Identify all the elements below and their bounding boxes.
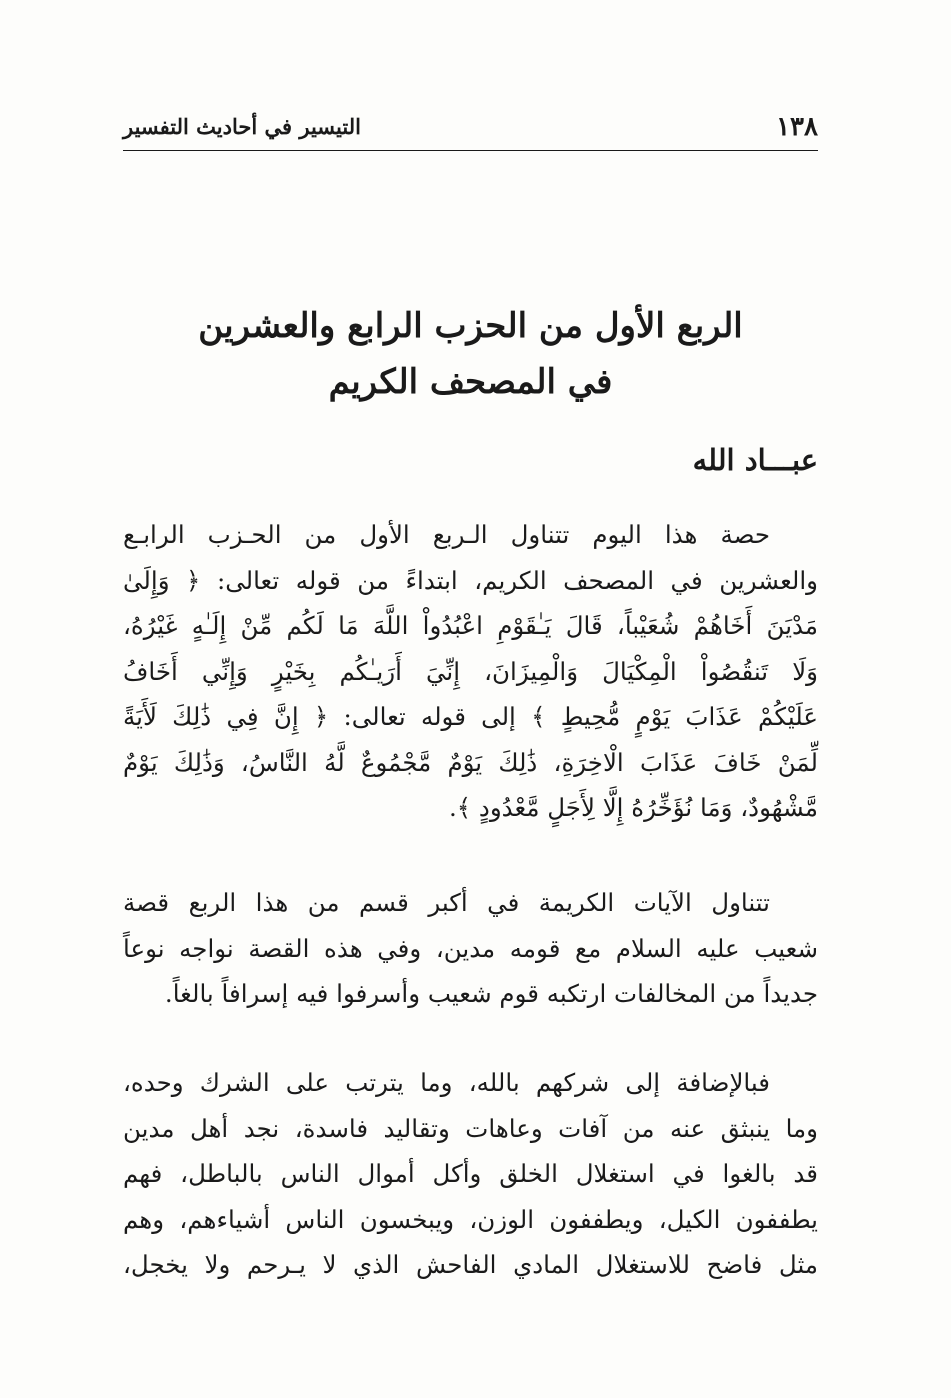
paragraph-line: يطففون الكيل، ويطففون الوزن، ويبخسون الناس أشياءهم، وهم	[123, 1204, 818, 1234]
paragraph-line: قد بالغوا في استغلال الخلق وأكل أموال الناس بالباطل، فهم	[123, 1159, 818, 1188]
paragraph-line: فبالإضافة إلى شركهم بالله، وما يترتب على الشرك وحده،	[123, 1068, 770, 1097]
paragraph-line: شعيب عليه السلام مع قومه مدين، وفي هذه القصة نواجه نوعاً	[123, 933, 818, 963]
running-header	[123, 112, 818, 150]
section-heading: عبـــاد الله	[692, 443, 818, 477]
paragraph-2	[123, 880, 818, 1017]
paragraph-line: تتناول الآيات الكريمة في أكبر قسم من هذا الربع قصة	[123, 888, 770, 917]
paragraph-line: وَلَا تَنقُصُواْ الْمِكْيَالَ وَالْمِيزَانَ، إِنِّيَ أَرَيـٰكُم بِخَيْرٍ وَإِنِّي أَخَافُ	[123, 656, 818, 686]
header-divider	[123, 150, 818, 151]
paragraph-line: حصة هذا اليوم تتناول الـربع الأول من الحـزب الرابـع	[123, 520, 770, 549]
chapter-title	[123, 298, 818, 410]
paragraph-line: مثل فاضح للاستغلال المادي الفاحش الذي لا يـرحم ولا يخجل،	[123, 1250, 818, 1279]
paragraph-3	[123, 1060, 818, 1288]
paragraph-line: وما ينبثق عنه من آفات وعاهات وتقاليد فاسدة، نجد أهل مدين	[123, 1113, 818, 1143]
paragraph-line: جديداً من المخالفات ارتكبه قوم شعيب وأسرفوا فيه إسرافاً بالغاً.	[164, 979, 818, 1008]
paragraph-line: مَّشْهُودٌ، وَمَا نُؤَخِّرُهُ إِلَّا لِأَجَلٍ مَّعْدُودٍ ﴾.	[448, 793, 818, 822]
paragraph-line: والعشرين في المصحف الكريم، ابتداءً من قوله تعالى: ﴿ وَإِلَىٰ	[123, 565, 818, 595]
page-number: ١٣٨	[776, 112, 818, 142]
running-header-title: التيسير في أحاديث التفسير	[123, 114, 361, 139]
paragraph-line: مَدْيَنَ أَخَاهُمْ شُعَيْباً، قَالَ يَـٰقَوْمِ اعْبُدُواْ اللَّهَ مَا لَكُم مِّنْ إِلَـٰهٍ غَيْرُهُ،	[123, 611, 818, 640]
chapter-title-line-2: في المصحف الكريم	[328, 362, 613, 402]
chapter-title-line-1: الربع الأول من الحزب الرابع والعشرين	[198, 306, 743, 346]
paragraph-line: عَلَيْكُمْ عَذَابَ يَوْمٍ مُّحِيطٍ ﴾ إلى قوله تعالى: ﴿ إِنَّ فِي ذَٰلِكَ لَأَيَةً	[123, 702, 818, 731]
paragraph-1	[123, 512, 818, 831]
paragraph-line: لِّمَنْ خَافَ عَذَابَ الْاخِرَةِ، ذَٰلِكَ يَوْمٌ مَّجْمُوعٌ لَّهُ النَّاسُ، وَذَٰلِكَ يَوْمٌ	[123, 747, 818, 777]
